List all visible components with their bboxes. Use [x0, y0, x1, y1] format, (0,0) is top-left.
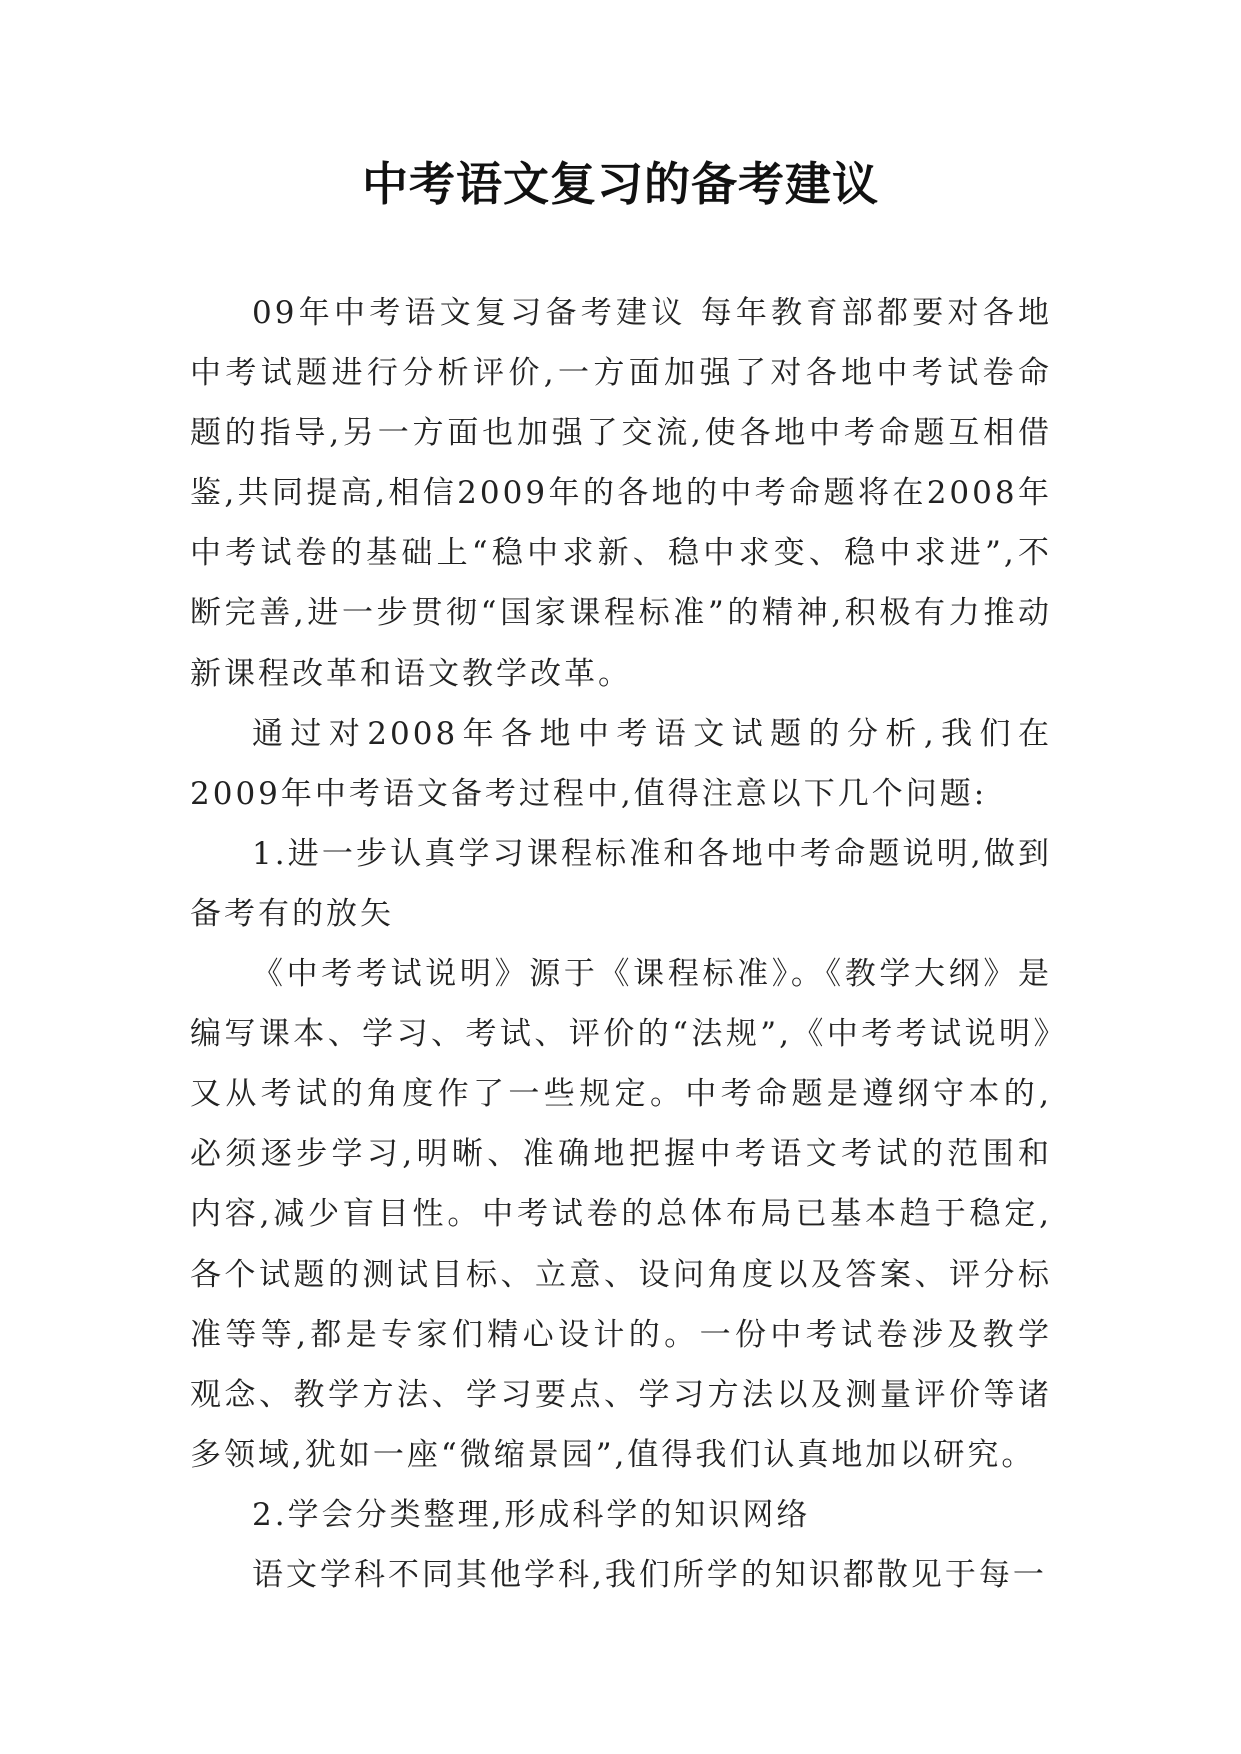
paragraph-analysis: 通过对2008年各地中考语文试题的分析,我们在2009年中考语文备考过程中,值得注意以下几个问题: [190, 715, 1052, 812]
paragraph-intro: 09年中考语文复习备考建议 每年教育部都要对各地中考试题进行分析评价,一方面加强了对各地中考试卷命题的指导,另一方面也加强了交流,使各地中考命题互相借鉴,共同提高,相信2009年的各地的中考命题将在2008年中考试卷的基础上“稳中求新、稳中求变、稳中求进”,不断完善,进一步贯彻“国家课程标准”的精神,积极有力推动新课程改革和语文教学改革。 [190, 295, 1052, 692]
document-body [190, 283, 1052, 1605]
paragraph-point-1-heading: 1.进一步认真学习课程标准和各地中考命题说明,做到备考有的放矢 [190, 835, 1052, 932]
paragraph-point-2-body: 语文学科不同其他学科,我们所学的知识都散见于每一 [252, 1556, 1047, 1593]
paragraph-point-1-body: 《中考考试说明》源于《课程标准》。《教学大纲》是编写课本、学习、考试、评价的“法规”,《中考考试说明》又从考试的角度作了一些规定。中考命题是遵纲守本的,必须逐步学习,明晰、准确地把握中考语文考试的范围和内容,减少盲目性。中考试卷的总体布局已基本趋于稳定,各个试题的测试目标、立意、设问角度以及答案、评分标准等等,都是专家们精心设计的。一份中考试卷涉及教学观念、教学方法、学习要点、学习方法以及测量评价等诸多领域,犹如一座“微缩景园”,值得我们认真地加以研究。 [190, 956, 1052, 1473]
paragraph-point-2-heading: 2.学会分类整理,形成科学的知识网络 [252, 1496, 811, 1533]
document-title: 中考语文复习的备考建议 [362, 157, 879, 211]
